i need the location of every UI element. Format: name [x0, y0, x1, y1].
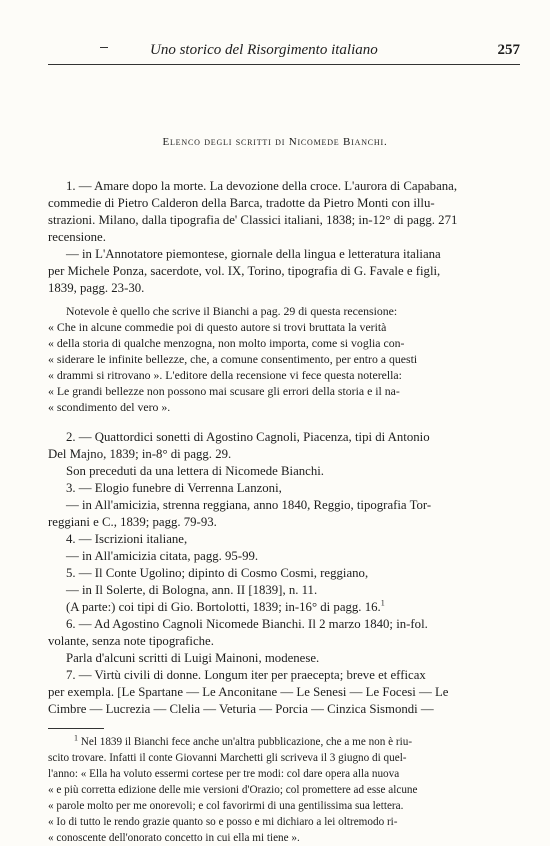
text-line: « drammi si ritrovano ». L'editore della recensione vi fece questa noterella: [48, 368, 402, 382]
text-line: « siderare le infinite bellezze, che, a comune consentimento, per entro a questi [48, 352, 418, 366]
entries-2-7 [48, 429, 522, 718]
footnote-line: « Io di tutto le rendo grazie quanto so e posso e mi dichiaro a lei oltremodo ri- [48, 816, 398, 828]
text-line: 5. — Il Conte Ugolino; dipinto di Cosmo Cosmi, reggiano, [66, 566, 369, 580]
header-rule [48, 64, 520, 65]
section-title: Elenco degli scritti di Nicomede Bianchi. [162, 136, 388, 148]
body-text [48, 178, 522, 718]
text-line: — in L'Annotatore piemontese, giornale della lingua e letteratura italiana [66, 247, 441, 261]
footnote-line: scito trovare. Infatti il conte Giovanni Marchetti gli scriveva il 3 giugno di quel- [48, 752, 407, 764]
text-line: 6. — Ad Agostino Cagnoli Nicomede Bianchi. Il 2 marzo 1840; in-fol. [66, 617, 428, 631]
note-block [48, 303, 522, 415]
text-line: Cimbre — Lucrezia — Clelia — Veturia — Porcia — Cinzica Sismondi — [48, 702, 434, 716]
header-ornament [100, 47, 108, 48]
text-line: per Michele Ponza, sacerdote, vol. IX, Torino, tipografia di G. Favale e figli, [48, 264, 441, 278]
footnote-line [48, 734, 522, 750]
footnote-rule [48, 728, 104, 729]
text-line: « Le grandi bellezze non possono mai scusare gli errori della storia e il na- [48, 384, 400, 398]
text-line: Del Majno, 1839; in-8° di pagg. 29. [48, 447, 232, 461]
text-line: 2. — Quattordici sonetti di Agostino Cagnoli, Piacenza, tipi di Antonio [66, 430, 430, 444]
page-number: 257 [497, 42, 520, 58]
text-line: strazioni. Milano, dalla tipografia de' Classici italiani, 1838; in-12° di pagg. 271 [48, 213, 458, 227]
footnote-number: 1 [74, 734, 78, 743]
text-line: 1839, pagg. 23-30. [48, 281, 145, 295]
text-line: per exempla. [Le Spartane — Le Anconitane — Le Senesi — Le Focesi — Le [48, 685, 449, 699]
entry-1 [48, 178, 522, 297]
footnote-line: « e più corretta edizione delle mie versioni d'Orazio; col promettere ad esse alcune [48, 784, 418, 796]
text-line: « Che in alcune commedie poi di questo autore si trovi bruttata la verità [48, 320, 387, 334]
running-head [150, 42, 520, 62]
text-line: commedie di Pietro Calderon della Barca, tradotte da Pietro Monti con illu- [48, 196, 435, 210]
text-fragment: (A parte:) coi tipi di Gio. Bortolotti, 1839; in-16° di pagg. 16. [66, 600, 381, 614]
running-title: Uno storico del Risorgimento italiano [150, 42, 378, 58]
text-line: — in All'amicizia citata, pagg. 95-99. [66, 549, 259, 563]
text-line [48, 599, 522, 616]
text-line: 7. — Virtù civili di donne. Longum iter per praecepta; breve et efficax [66, 668, 426, 682]
text-line: 4. — Iscrizioni italiane, [66, 532, 188, 546]
text-line: Parla d'alcuni scritti di Luigi Mainoni, modenese. [66, 651, 320, 665]
footnote-line: « conoscente dell'onorato concetto in cui ella mi tiene ». [48, 832, 300, 844]
footnote-marker: 1 [380, 599, 385, 608]
text-line: « della storia di qualche menzogna, non molto importa, come si voglia con- [48, 336, 405, 350]
text-line: 1. — Amare dopo la morte. La devozione della croce. L'aurora di Capabana, [66, 179, 458, 193]
footnote [48, 734, 522, 846]
text-line: — in Il Solerte, di Bologna, ann. II [1839], n. 11. [66, 583, 318, 597]
footnote-line: « parole molto per me onorevoli; e col favorirmi di una gentilissima sua lettera. [48, 800, 404, 812]
text-line: « scondimento del vero ». [48, 400, 171, 414]
text-line: Son preceduti da una lettera di Nicomede Bianchi. [66, 464, 324, 478]
text-fragment: Nel 1839 il Bianchi fece anche un'altra pubblicazione, che a me non è riu- [80, 736, 413, 748]
text-line: volante, senza note tipografiche. [48, 634, 214, 648]
footnote-line: l'anno: « Ella ha voluto essermi cortese per tre modi: col dare opera alla nuova [48, 768, 400, 780]
text-line: — in All'amicizia, strenna reggiana, anno 1840, Reggio, tipografia Tor- [66, 498, 432, 512]
text-line: reggiani e C., 1839; pagg. 79-93. [48, 515, 217, 529]
text-line: Notevole è quello che scrive il Bianchi a pag. 29 di questa recensione: [66, 304, 398, 318]
text-line: recensione. [48, 230, 106, 244]
text-line: 3. — Elogio funebre di Verrenna Lanzoni, [66, 481, 282, 495]
